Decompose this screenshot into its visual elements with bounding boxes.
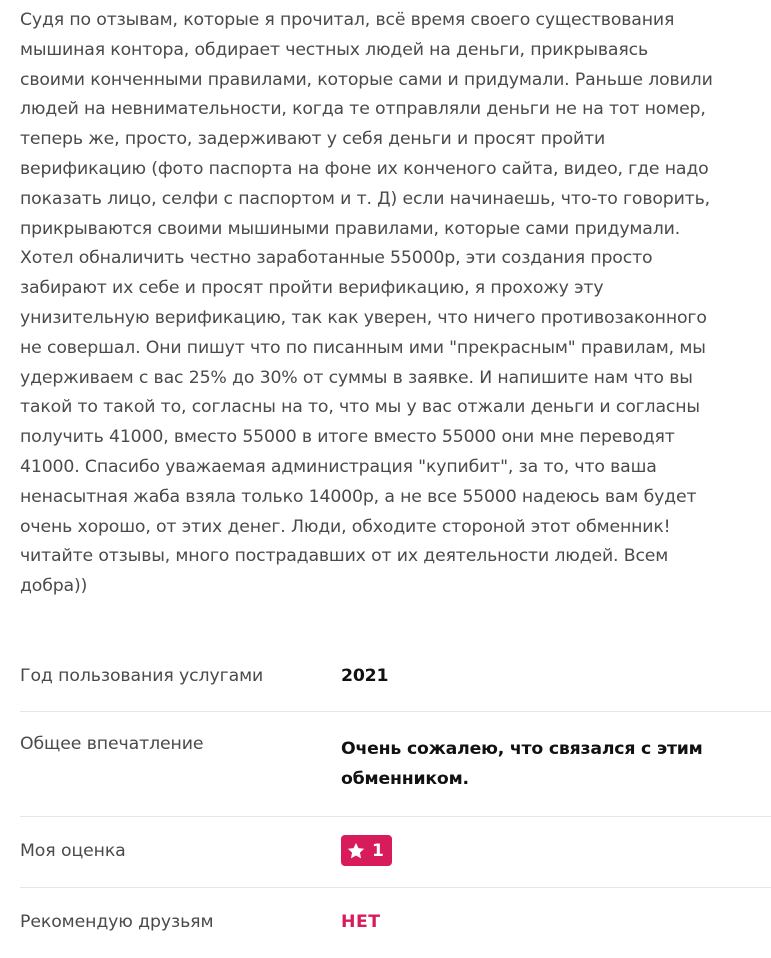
review-line: не совершал. Они пишут что по писанным ими "прекрасным" правилам, мы [20,337,706,358]
detail-row-rating [20,817,771,888]
review-line: унизительную верификацию, так как уверен, что ничего противозаконного [20,307,707,328]
review-line: ненасытная жаба взяла только 14000р, а не все 55000 надеюсь вам будет [20,486,697,507]
recommend-value: НЕТ [341,912,381,932]
review-line: добра)) [20,576,88,597]
impression-value [341,734,703,794]
review-line: своими конченными правилами, которые сами и придумали. Раньше ловили [20,69,713,90]
review-line: людей на невнимательности, когда те отправляли деньги не на тот номер, [20,99,706,120]
review-line: читайте отзывы, много пострадавших от их деятельности людей. Всем [20,546,669,567]
review-line: такой то такой то, согласны на то, что мы у вас отжали деньги и согласны [20,397,700,418]
rating-label: Моя оценка [20,841,126,861]
review-line: забирают их себе и просят пройти верификацию, я прохожу эту [20,278,604,299]
usage-year-label: Год пользования услугами [20,666,264,686]
review-line: верификацию (фото паспорта на фоне их конченого сайта, видео, где надо [20,158,709,179]
review-line: теперь же, просто, задерживают у себя деньги и просят пройти [20,129,606,150]
star-icon [346,841,366,861]
impression-label: Общее впечатление [20,734,204,754]
review-line: удерживаем с вас 25% до 30% от суммы в заявке. И напишите нам что вы [20,367,693,388]
review-line: мышиная контора, обдирает честных людей на деньги, прикрываясь [20,39,648,60]
impression-value-line: обменником. [341,769,469,789]
review-line: получить 41000, вместо 55000 в итоге вместо 55000 они мне переводят [20,427,675,448]
review-line: показать лицо, селфи с паспортом и т. Д) если начинаешь, что-то говорить, [20,188,710,209]
rating-badge [341,835,392,866]
usage-year-value: 2021 [341,666,389,686]
review-line: очень хорошо, от этих денег. Люди, обходите стороной этот обменник! [20,516,671,537]
detail-row-recommend [20,888,771,958]
review-details [20,644,771,958]
review-text [20,6,768,602]
review-line: Судя по отзывам, которые я прочитал, всё время своего существования [20,10,675,30]
rating-value: 1 [372,840,384,861]
review-line: прикрываются своими мышиными правилами, которые сами придумали. [20,218,681,239]
detail-row-impression [20,712,771,817]
review-line: Хотел обналичить честно заработанные 55000р, эти создания просто [20,248,653,269]
impression-value-line: Очень сожалею, что связался с этим [341,739,703,759]
detail-row-usage-year [20,644,771,712]
recommend-label: Рекомендую друзьям [20,912,214,932]
review-line: 41000. Спасибо уважаемая администрация "купибит", за то, что ваша [20,456,657,477]
